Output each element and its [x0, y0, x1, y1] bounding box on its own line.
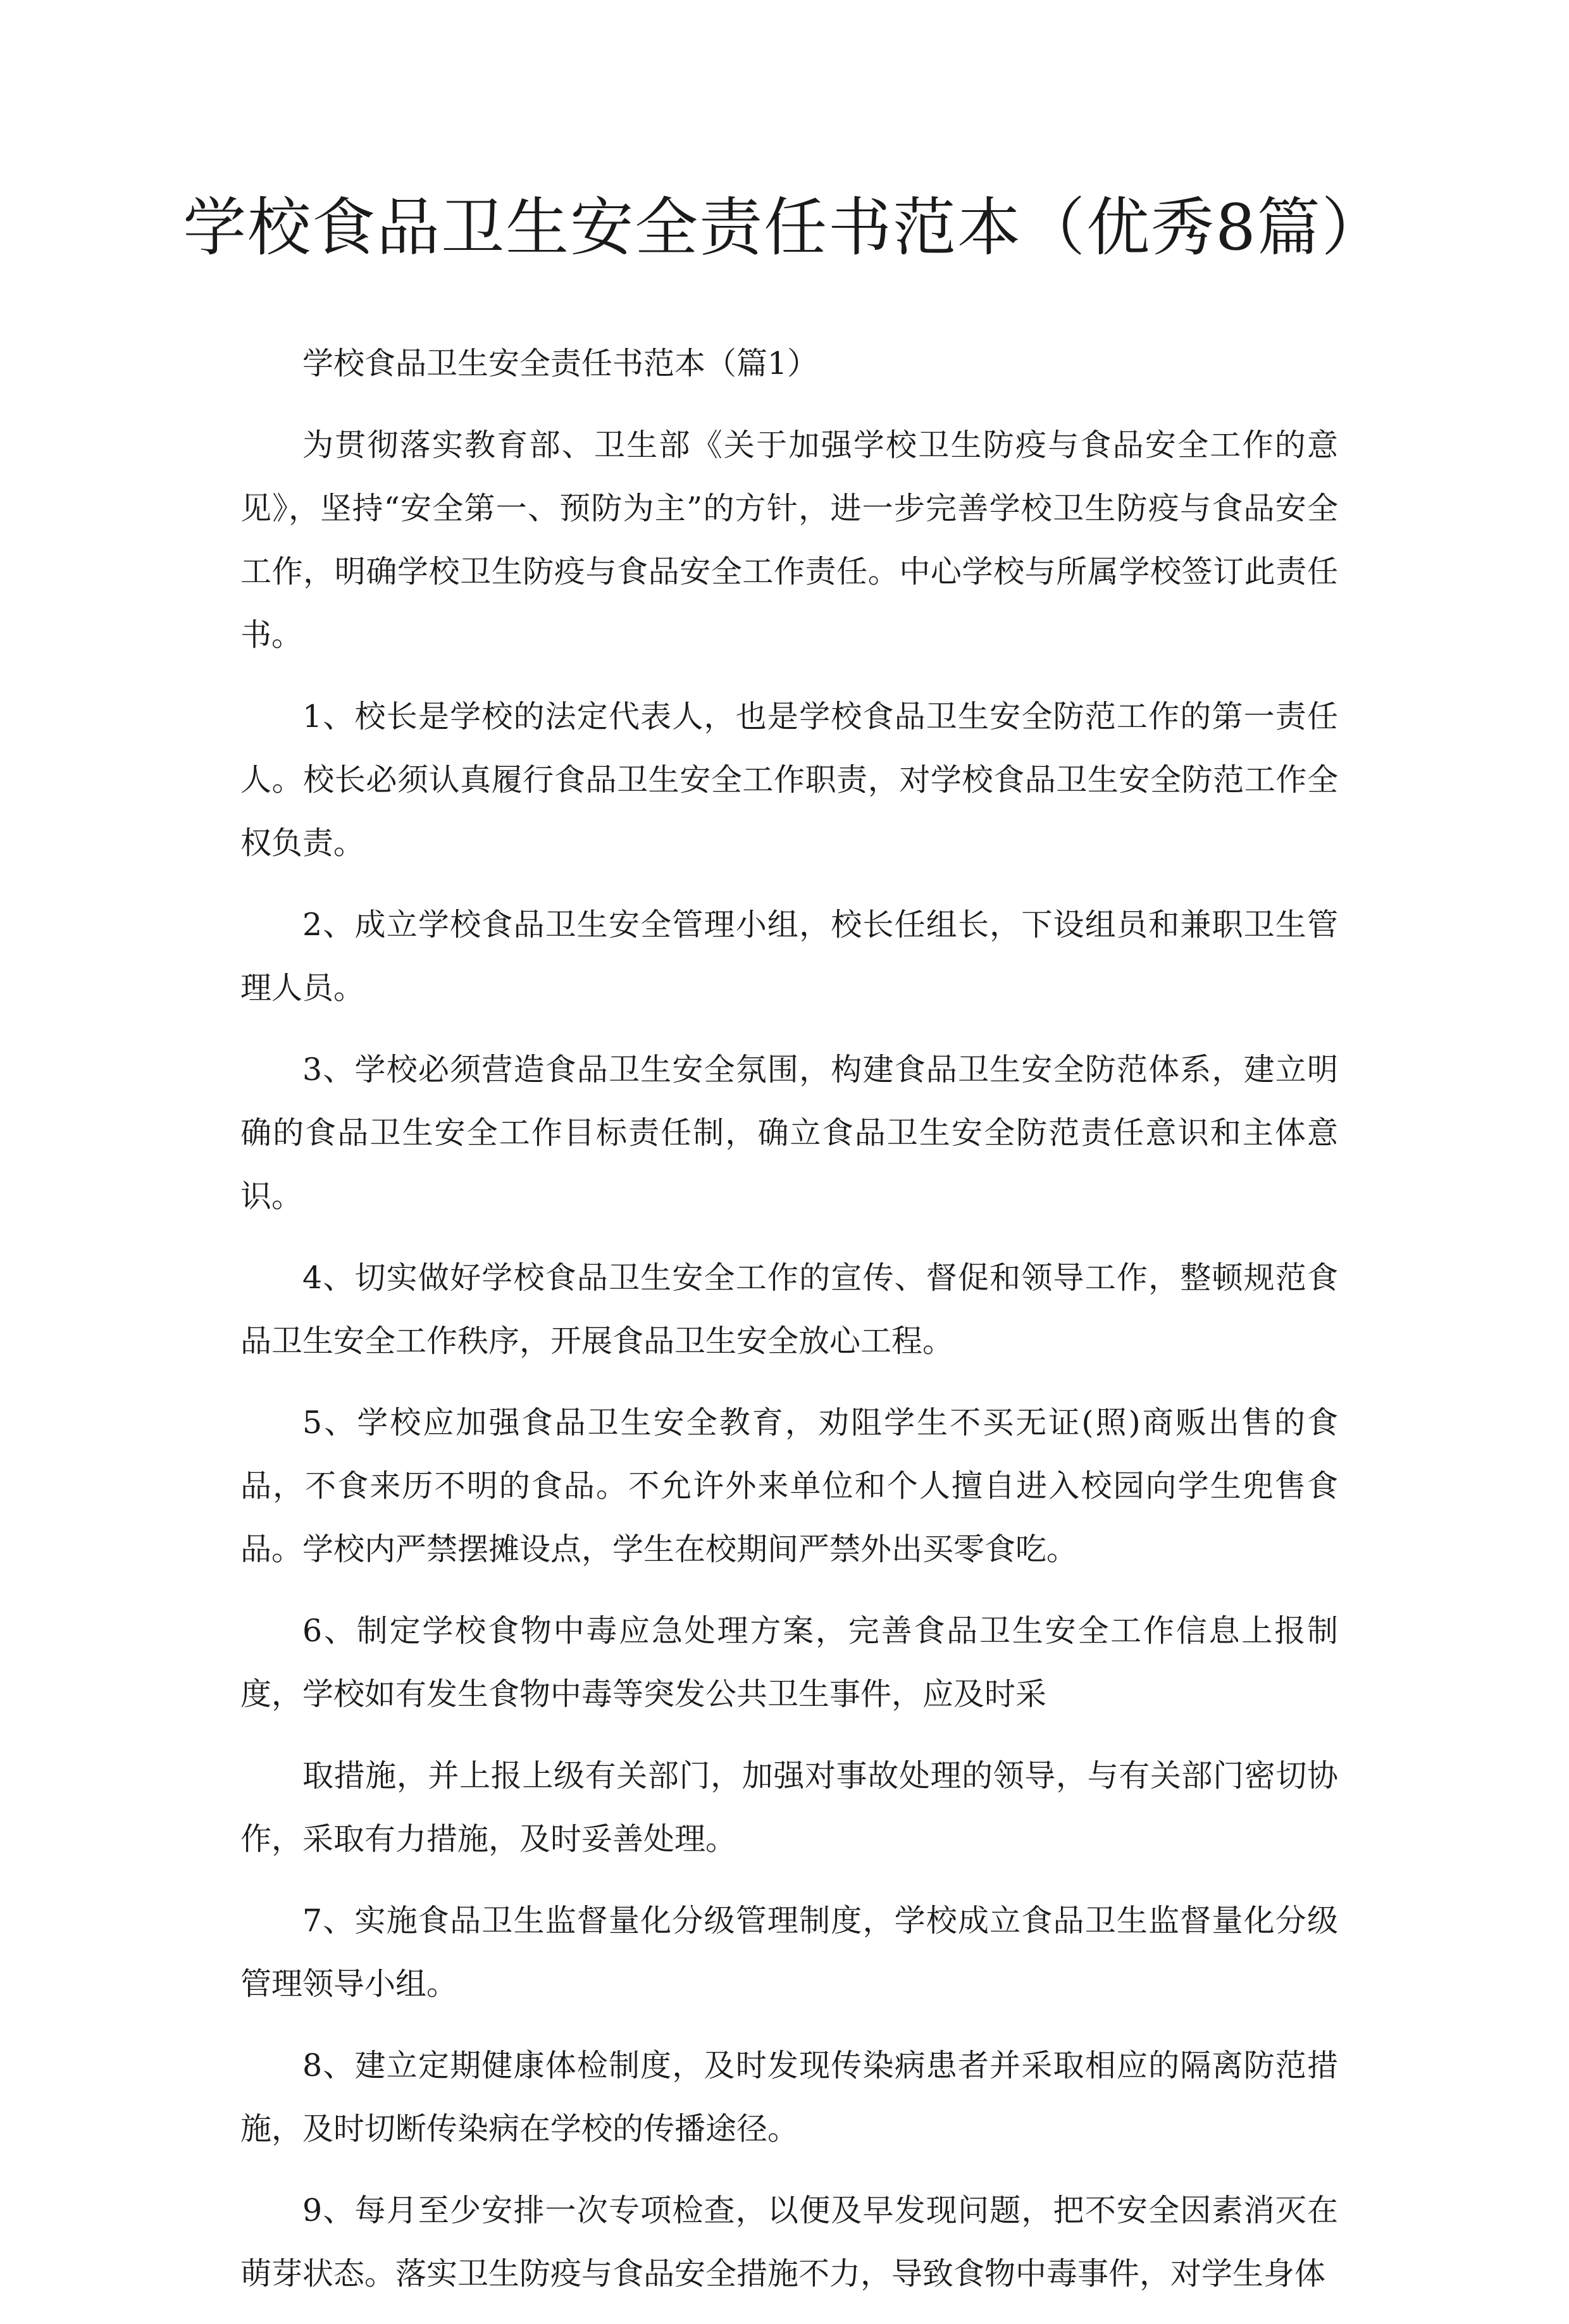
- paragraph-item-4: 4、切实做好学校食品卫生安全工作的宣传、督促和领导工作，整顿规范食品卫生安全工作秩序，开展食品卫生安全放心工程。: [240, 1260, 1338, 1359]
- paragraph-item-5: 5、学校应加强食品卫生安全教育，劝阻学生不买无证(照)商贩出售的食品，不食来历不明的食品。不允许外来单位和个人擅自进入校园向学生兜售食品。学校内严禁摆摊设点，学生在校期间严禁外出买零食吃。: [240, 1405, 1338, 1567]
- paragraph-item-7: 7、实施食品卫生监督量化分级管理制度，学校成立食品卫生监督量化分级管理领导小组。: [240, 1903, 1338, 2002]
- paragraph-item-2: 2、成立学校食品卫生安全管理小组，校长任组长，下设组员和兼职卫生管理人员。: [240, 907, 1338, 1006]
- paragraph-item-3: 3、学校必须营造食品卫生安全氛围，构建食品卫生安全防范体系，建立明确的食品卫生安全工作目标责任制，确立食品卫生安全防范责任意识和主体意识。: [240, 1052, 1338, 1214]
- document-title: 学校食品卫生安全责任书范本（优秀8篇）: [183, 190, 1386, 264]
- paragraph-item-6-continued: 取措施，并上报上级有关部门，加强对事故处理的领导，与有关部门密切协作，采取有力措施，及时妥善处理。: [240, 1758, 1338, 1857]
- paragraph-intro: 为贯彻落实教育部、卫生部《关于加强学校卫生防疫与食品安全工作的意见》，坚持“安全第一、预防为主”的方针，进一步完善学校卫生防疫与食品安全工作，明确学校卫生防疫与食品安全工作责任。中心学校与所属学校签订此责任书。: [240, 427, 1338, 653]
- paragraph-item-8: 8、建立定期健康体检制度，及时发现传染病患者并采取相应的隔离防范措施，及时切断传染病在学校的传播途径。: [240, 2047, 1338, 2147]
- document-body: [240, 332, 1338, 2324]
- section-heading: 学校食品卫生安全责任书范本（篇1）: [302, 345, 819, 382]
- paragraph-item-6: 6、制定学校食物中毒应急处理方案，完善食品卫生安全工作信息上报制度，学校如有发生食物中毒等突发公共卫生事件，应及时采: [240, 1613, 1338, 1712]
- paragraph-item-9: 9、每月至少安排一次专项检查，以便及早发现问题，把不安全因素消灭在萌芽状态。落实卫生防疫与食品安全措施不力，导致食物中毒事件，对学生身体: [240, 2192, 1338, 2292]
- paragraph-item-1: 1、校长是学校的法定代表人，也是学校食品卫生安全防范工作的第一责任人。校长必须认真履行食品卫生安全工作职责，对学校食品卫生安全防范工作全权负责。: [240, 699, 1338, 861]
